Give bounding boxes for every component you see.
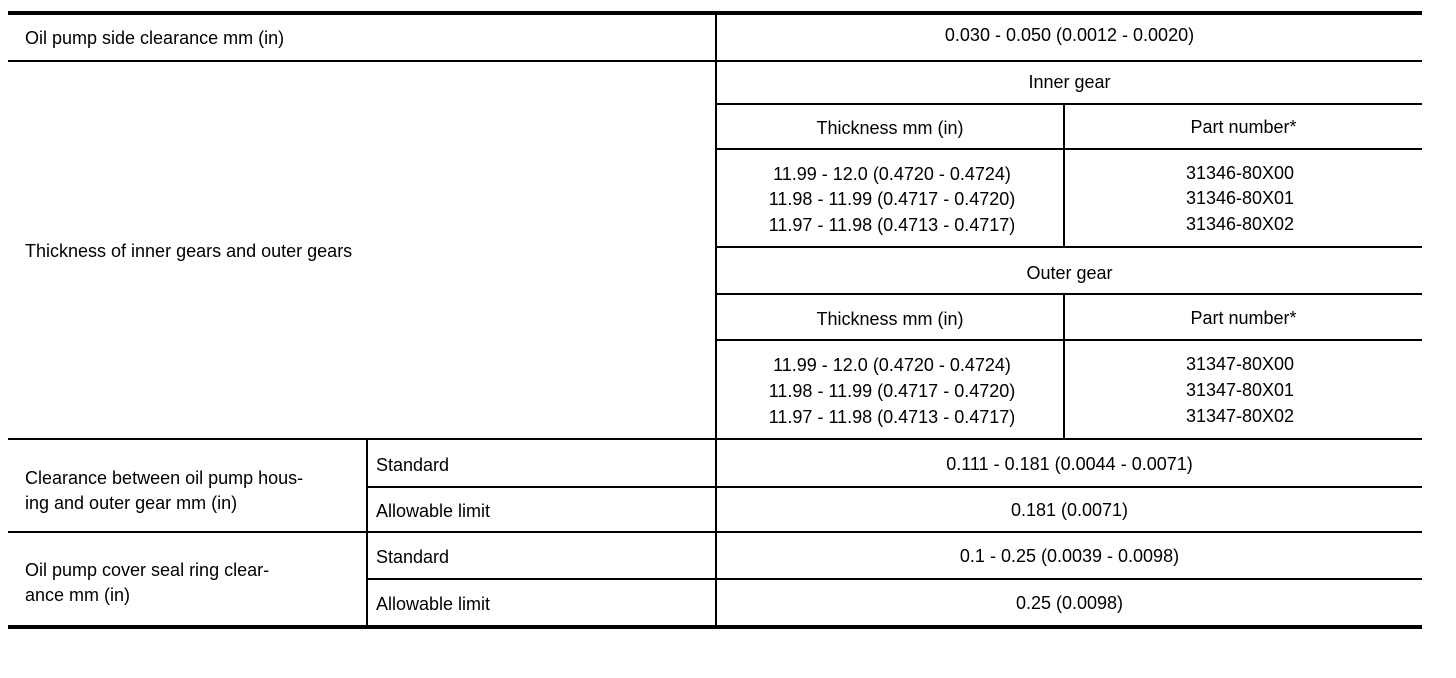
inner-part-header: Part number* [1190,117,1297,137]
seal-ring-clearance-label: ance mm (in) [25,585,131,605]
seal-standard-label: Standard [376,547,450,567]
outer-thickness-value: 11.97 - 11.98 (0.4713 - 0.4717) [768,407,1016,427]
row-divider [716,246,1422,248]
row-divider [716,103,1422,105]
inner-gear-title: Inner gear [1028,72,1111,92]
gear-thickness-label: Thickness of inner gears and outer gears [25,241,353,261]
seal-limit-label: Allowable limit [376,594,491,614]
housing-standard-label: Standard [376,455,450,475]
row-divider [716,293,1422,295]
outer-part-number: 31347-80X02 [1185,406,1295,426]
row-divider [366,578,1422,580]
inner-part-number: 31346-80X00 [1185,163,1295,183]
seal-standard-value: 0.1 - 0.25 (0.0039 - 0.0098) [959,546,1180,566]
inner-thickness-value: 11.97 - 11.98 (0.4713 - 0.4717) [768,215,1016,235]
housing-clearance-label: Clearance between oil pump hous- [25,468,304,488]
row-divider [716,339,1422,341]
outer-gear-title: Outer gear [1026,263,1113,283]
inner-part-number: 31346-80X02 [1185,214,1295,234]
outer-thickness-value: 11.99 - 12.0 (0.4720 - 0.4724) [773,355,1011,375]
side-clearance-label: Oil pump side clearance mm (in) [25,28,285,48]
column-divider [366,439,368,627]
row-divider [716,148,1422,150]
inner-part-number: 31346-80X01 [1185,188,1295,208]
row-divider [366,486,1422,488]
outer-part-number: 31347-80X00 [1185,354,1295,374]
housing-clearance-label: ing and outer gear mm (in) [25,493,238,513]
outer-part-header: Part number* [1190,308,1297,328]
seal-ring-clearance-label: Oil pump cover seal ring clear- [25,560,270,580]
seal-limit-value: 0.25 (0.0098) [1015,593,1124,613]
outer-part-number: 31347-80X01 [1185,380,1295,400]
outer-thickness-header: Thickness mm (in) [816,309,964,329]
outer-thickness-value: 11.98 - 11.99 (0.4717 - 0.4720) [768,381,1016,401]
housing-limit-label: Allowable limit [376,501,491,521]
side-clearance-value: 0.030 - 0.050 (0.0012 - 0.0020) [944,25,1195,45]
inner-thickness-value: 11.99 - 12.0 (0.4720 - 0.4724) [773,164,1011,184]
housing-limit-value: 0.181 (0.0071) [1010,500,1129,520]
inner-thickness-value: 11.98 - 11.99 (0.4717 - 0.4720) [768,189,1016,209]
housing-standard-value: 0.111 - 0.181 (0.0044 - 0.0071) [946,454,1193,474]
inner-thickness-header: Thickness mm (in) [816,118,964,138]
